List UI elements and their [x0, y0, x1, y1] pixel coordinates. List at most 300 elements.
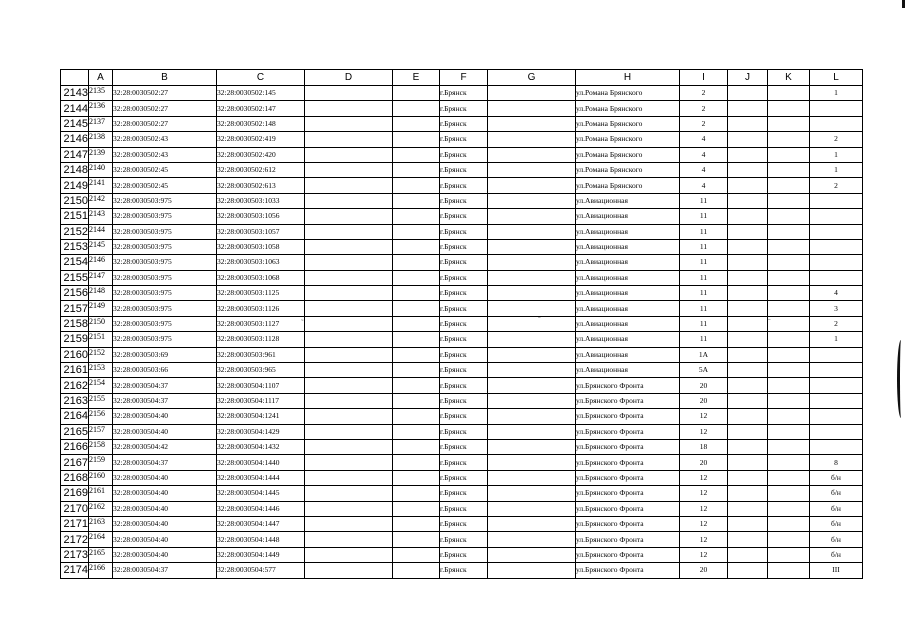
cell-g	[488, 393, 576, 408]
column-header-row	[61, 70, 863, 86]
cell-c: 32:28:0030504:1445	[217, 486, 305, 501]
cell-a: 2153	[89, 363, 113, 378]
cell-d	[305, 563, 393, 578]
table-row	[61, 455, 863, 470]
cell-j	[728, 224, 768, 239]
table-row	[61, 162, 863, 177]
column-header-j: J	[728, 70, 768, 86]
cell-k	[768, 162, 810, 177]
cell-j	[728, 255, 768, 270]
cell-j	[728, 301, 768, 316]
cell-g	[488, 209, 576, 224]
cell-h: ул.Романа Брянского	[576, 86, 680, 101]
cell-i: 11	[680, 286, 728, 301]
cell-a: 2164	[89, 532, 113, 547]
cell-k	[768, 563, 810, 578]
cell-e	[393, 255, 440, 270]
cell-k	[768, 239, 810, 254]
cell-b: 32:28:0030503:975	[113, 316, 217, 331]
cell-b: 32:28:0030503:975	[113, 270, 217, 285]
cell-g	[488, 363, 576, 378]
cell-d	[305, 501, 393, 516]
cell-f: г.Брянск	[440, 532, 488, 547]
row-number: 2169	[61, 486, 89, 501]
scan-mark: ˉ	[768, 317, 771, 326]
cell-b: 32:28:0030502:27	[113, 86, 217, 101]
cell-j	[728, 424, 768, 439]
cell-i: 11	[680, 193, 728, 208]
table-row	[61, 424, 863, 439]
cell-k	[768, 455, 810, 470]
cell-j	[728, 147, 768, 162]
cell-f: г.Брянск	[440, 101, 488, 116]
cell-c: 32:28:0030504:1448	[217, 532, 305, 547]
row-number: 2164	[61, 409, 89, 424]
cell-k	[768, 286, 810, 301]
cell-f: г.Брянск	[440, 424, 488, 439]
cell-b: 32:28:0030502:27	[113, 101, 217, 116]
cell-g	[488, 178, 576, 193]
cell-l	[810, 224, 863, 239]
cell-i: 11	[680, 209, 728, 224]
cell-h: ул.Брянского Фронта	[576, 393, 680, 408]
cell-i: 12	[680, 470, 728, 485]
table-row	[61, 363, 863, 378]
column-header-a: A	[89, 70, 113, 86]
cell-b: 32:28:0030504:40	[113, 547, 217, 562]
column-header-i: I	[680, 70, 728, 86]
cell-g	[488, 424, 576, 439]
cell-c: 32:28:0030504:577	[217, 563, 305, 578]
cell-j	[728, 455, 768, 470]
cell-k	[768, 147, 810, 162]
cell-c: 32:28:0030504:1440	[217, 455, 305, 470]
cell-h: ул.Брянского Фронта	[576, 424, 680, 439]
cell-e	[393, 424, 440, 439]
row-number: 2147	[61, 147, 89, 162]
cell-d	[305, 286, 393, 301]
cell-h: ул.Авиационная	[576, 347, 680, 362]
cell-d	[305, 347, 393, 362]
cell-l: 3	[810, 301, 863, 316]
cell-j	[728, 116, 768, 131]
cell-b: 32:28:0030503:975	[113, 224, 217, 239]
cell-b: 32:28:0030504:40	[113, 470, 217, 485]
cell-k	[768, 347, 810, 362]
cell-e	[393, 516, 440, 531]
cell-c: 32:28:0030504:1444	[217, 470, 305, 485]
cell-b: 32:28:0030504:37	[113, 378, 217, 393]
cell-c: 32:28:0030502:613	[217, 178, 305, 193]
cell-i: 12	[680, 516, 728, 531]
cell-k	[768, 378, 810, 393]
table-row	[61, 209, 863, 224]
cell-a: 2166	[89, 563, 113, 578]
cell-i: 4	[680, 162, 728, 177]
cell-d	[305, 424, 393, 439]
table-row	[61, 439, 863, 454]
cell-l	[810, 239, 863, 254]
cell-a: 2135	[89, 86, 113, 101]
cell-d	[305, 270, 393, 285]
cell-f: г.Брянск	[440, 378, 488, 393]
cell-j	[728, 332, 768, 347]
cell-a: 2161	[89, 486, 113, 501]
row-number: 2144	[61, 101, 89, 116]
cell-c: 32:28:0030504:1429	[217, 424, 305, 439]
cell-b: 32:28:0030503:975	[113, 209, 217, 224]
cell-g	[488, 255, 576, 270]
column-header-k: K	[768, 70, 810, 86]
cell-g	[488, 563, 576, 578]
cell-d	[305, 378, 393, 393]
cell-f: г.Брянск	[440, 547, 488, 562]
cell-h: ул.Авиационная	[576, 301, 680, 316]
cell-g	[488, 455, 576, 470]
table-row	[61, 286, 863, 301]
cell-d	[305, 178, 393, 193]
cell-b: 32:28:0030504:37	[113, 393, 217, 408]
cell-c: 32:28:0030502:419	[217, 132, 305, 147]
cell-a: 2137	[89, 116, 113, 131]
cell-h: ул.Брянского Фронта	[576, 547, 680, 562]
cell-l	[810, 363, 863, 378]
cell-d	[305, 116, 393, 131]
row-number: 2166	[61, 439, 89, 454]
cell-f: г.Брянск	[440, 116, 488, 131]
cell-d	[305, 147, 393, 162]
cell-d	[305, 239, 393, 254]
cell-g	[488, 409, 576, 424]
cell-b: 32:28:0030502:43	[113, 147, 217, 162]
cell-k	[768, 486, 810, 501]
cell-h: ул.Романа Брянского	[576, 101, 680, 116]
row-number: 2152	[61, 224, 89, 239]
cell-f: г.Брянск	[440, 209, 488, 224]
column-header-d: D	[305, 70, 393, 86]
cell-i: 2	[680, 116, 728, 131]
cell-b: 32:28:0030503:975	[113, 193, 217, 208]
cell-b: 32:28:0030502:27	[113, 116, 217, 131]
cell-k	[768, 439, 810, 454]
row-number: 2159	[61, 332, 89, 347]
cell-i: 4	[680, 132, 728, 147]
cell-f: г.Брянск	[440, 178, 488, 193]
cell-b: 32:28:0030503:975	[113, 239, 217, 254]
cell-c: 32:28:0030502:612	[217, 162, 305, 177]
cell-a: 2154	[89, 378, 113, 393]
cell-h: ул.Авиационная	[576, 224, 680, 239]
cell-h: ул.Брянского Фронта	[576, 439, 680, 454]
column-header-b: B	[113, 70, 217, 86]
cell-d	[305, 86, 393, 101]
cell-g	[488, 239, 576, 254]
cell-c: 32:28:0030502:148	[217, 116, 305, 131]
cell-g	[488, 439, 576, 454]
cell-i: 2	[680, 101, 728, 116]
table-row	[61, 532, 863, 547]
table-row	[61, 501, 863, 516]
cell-f: г.Брянск	[440, 501, 488, 516]
cell-e	[393, 193, 440, 208]
cell-e	[393, 455, 440, 470]
row-number: 2172	[61, 532, 89, 547]
cell-i: 12	[680, 486, 728, 501]
cell-l	[810, 424, 863, 439]
cell-e	[393, 101, 440, 116]
row-number: 2158	[61, 316, 89, 331]
cell-h: ул.Авиационная	[576, 286, 680, 301]
cell-f: г.Брянск	[440, 393, 488, 408]
cell-b: 32:28:0030503:975	[113, 332, 217, 347]
cell-d	[305, 301, 393, 316]
cell-h: ул.Авиационная	[576, 193, 680, 208]
page-edge-bracket	[897, 340, 905, 418]
cell-h: ул.Авиационная	[576, 270, 680, 285]
cell-h: ул.Романа Брянского	[576, 147, 680, 162]
cell-g	[488, 301, 576, 316]
cell-k	[768, 332, 810, 347]
row-number: 2162	[61, 378, 89, 393]
table-row	[61, 193, 863, 208]
cell-c: 32:28:0030503:965	[217, 363, 305, 378]
cell-i: 20	[680, 563, 728, 578]
cell-b: 32:28:0030504:40	[113, 516, 217, 531]
cell-l	[810, 378, 863, 393]
cell-a: 2160	[89, 470, 113, 485]
cell-d	[305, 393, 393, 408]
cell-h: ул.Брянского Фронта	[576, 378, 680, 393]
cell-c: 32:28:0030503:1068	[217, 270, 305, 285]
row-number: 2157	[61, 301, 89, 316]
table-row	[61, 486, 863, 501]
cell-l: 4	[810, 286, 863, 301]
cell-d	[305, 532, 393, 547]
cell-h: ул.Брянского Фронта	[576, 455, 680, 470]
cell-e	[393, 209, 440, 224]
cell-e	[393, 363, 440, 378]
cell-f: г.Брянск	[440, 439, 488, 454]
table-row	[61, 347, 863, 362]
cell-b: 32:28:0030504:40	[113, 501, 217, 516]
cell-l: 1	[810, 332, 863, 347]
cell-g	[488, 132, 576, 147]
cell-j	[728, 470, 768, 485]
cell-k	[768, 224, 810, 239]
cell-k	[768, 532, 810, 547]
table-row	[61, 178, 863, 193]
cell-d	[305, 132, 393, 147]
spreadsheet-table	[60, 69, 863, 579]
cell-l	[810, 439, 863, 454]
cell-c: 32:28:0030502:420	[217, 147, 305, 162]
row-number: 2146	[61, 132, 89, 147]
cell-e	[393, 378, 440, 393]
cell-k	[768, 363, 810, 378]
cell-l: III	[810, 563, 863, 578]
cell-a: 2162	[89, 501, 113, 516]
cell-g	[488, 101, 576, 116]
cell-d	[305, 547, 393, 562]
cell-a: 2163	[89, 516, 113, 531]
cell-e	[393, 547, 440, 562]
cell-l: б/н	[810, 547, 863, 562]
cell-l	[810, 193, 863, 208]
cell-d	[305, 516, 393, 531]
cell-d	[305, 255, 393, 270]
row-number: 2167	[61, 455, 89, 470]
cell-k	[768, 516, 810, 531]
table-row	[61, 378, 863, 393]
cell-f: г.Брянск	[440, 301, 488, 316]
cell-f: г.Брянск	[440, 270, 488, 285]
cell-d	[305, 332, 393, 347]
cell-h: ул.Брянского Фронта	[576, 409, 680, 424]
cell-l	[810, 409, 863, 424]
cell-b: 32:28:0030503:66	[113, 363, 217, 378]
cell-f: г.Брянск	[440, 332, 488, 347]
cell-j	[728, 132, 768, 147]
cell-c: 32:28:0030503:1058	[217, 239, 305, 254]
cell-k	[768, 424, 810, 439]
cell-i: 20	[680, 455, 728, 470]
cell-b: 32:28:0030504:40	[113, 409, 217, 424]
cell-f: г.Брянск	[440, 409, 488, 424]
cell-h: ул.Романа Брянского	[576, 178, 680, 193]
cell-e	[393, 132, 440, 147]
cell-i: 11	[680, 301, 728, 316]
corner-cell	[61, 70, 89, 86]
cell-g	[488, 224, 576, 239]
cell-l	[810, 116, 863, 131]
cell-d	[305, 193, 393, 208]
cell-l	[810, 393, 863, 408]
cell-d	[305, 409, 393, 424]
cell-f: г.Брянск	[440, 316, 488, 331]
cell-h: ул.Брянского Фронта	[576, 470, 680, 485]
table-row	[61, 563, 863, 578]
cell-d	[305, 363, 393, 378]
cell-b: 32:28:0030502:43	[113, 132, 217, 147]
cell-g	[488, 86, 576, 101]
cell-b: 32:28:0030504:40	[113, 486, 217, 501]
cell-f: г.Брянск	[440, 86, 488, 101]
table-row	[61, 86, 863, 101]
cell-a: 2139	[89, 147, 113, 162]
cell-b: 32:28:0030504:40	[113, 532, 217, 547]
cell-b: 32:28:0030502:45	[113, 162, 217, 177]
row-number: 2165	[61, 424, 89, 439]
scan-mark: ˜	[301, 318, 304, 327]
cell-e	[393, 239, 440, 254]
cell-c: 32:28:0030503:1056	[217, 209, 305, 224]
cell-c: 32:28:0030504:1446	[217, 501, 305, 516]
cell-g	[488, 316, 576, 331]
cell-g	[488, 270, 576, 285]
column-header-c: C	[217, 70, 305, 86]
cell-i: 18	[680, 439, 728, 454]
cell-h: ул.Брянского Фронта	[576, 563, 680, 578]
table-row	[61, 393, 863, 408]
cell-j	[728, 563, 768, 578]
cell-e	[393, 486, 440, 501]
cell-d	[305, 162, 393, 177]
cell-g	[488, 486, 576, 501]
cell-g	[488, 162, 576, 177]
cell-c: 32:28:0030503:1125	[217, 286, 305, 301]
column-header-f: F	[440, 70, 488, 86]
cell-h: ул.Романа Брянского	[576, 132, 680, 147]
cell-j	[728, 547, 768, 562]
table-row	[61, 116, 863, 131]
cell-g	[488, 193, 576, 208]
table-row	[61, 516, 863, 531]
cell-c: 32:28:0030504:1241	[217, 409, 305, 424]
cell-b: 32:28:0030504:37	[113, 563, 217, 578]
cell-i: 11	[680, 239, 728, 254]
cell-a: 2152	[89, 347, 113, 362]
cell-j	[728, 409, 768, 424]
table-row	[61, 239, 863, 254]
table-row	[61, 332, 863, 347]
cell-i: 11	[680, 332, 728, 347]
cell-b: 32:28:0030504:37	[113, 455, 217, 470]
cell-e	[393, 116, 440, 131]
row-number: 2149	[61, 178, 89, 193]
cell-d	[305, 486, 393, 501]
table-row	[61, 409, 863, 424]
cell-a: 2165	[89, 547, 113, 562]
cell-k	[768, 547, 810, 562]
cell-b: 32:28:0030503:975	[113, 286, 217, 301]
cell-g	[488, 532, 576, 547]
cell-c: 32:28:0030503:1063	[217, 255, 305, 270]
column-header-e: E	[393, 70, 440, 86]
cell-a: 2148	[89, 286, 113, 301]
cell-g	[488, 286, 576, 301]
cell-k	[768, 501, 810, 516]
table-row	[61, 224, 863, 239]
cell-c: 32:28:0030504:1449	[217, 547, 305, 562]
cell-d	[305, 209, 393, 224]
cell-e	[393, 178, 440, 193]
cell-k	[768, 178, 810, 193]
cell-f: г.Брянск	[440, 239, 488, 254]
cell-c: 32:28:0030503:1057	[217, 224, 305, 239]
table-row	[61, 255, 863, 270]
row-number: 2173	[61, 547, 89, 562]
table-row	[61, 147, 863, 162]
cell-j	[728, 363, 768, 378]
row-number: 2174	[61, 563, 89, 578]
cell-i: 5А	[680, 363, 728, 378]
cell-c: 32:28:0030503:1128	[217, 332, 305, 347]
cell-b: 32:28:0030503:69	[113, 347, 217, 362]
cell-j	[728, 486, 768, 501]
row-number: 2150	[61, 193, 89, 208]
cell-i: 12	[680, 501, 728, 516]
cell-j	[728, 501, 768, 516]
cell-g	[488, 332, 576, 347]
cell-i: 11	[680, 270, 728, 285]
cell-e	[393, 393, 440, 408]
cell-f: г.Брянск	[440, 147, 488, 162]
row-number: 2170	[61, 501, 89, 516]
cell-f: г.Брянск	[440, 470, 488, 485]
table-row	[61, 132, 863, 147]
cell-c: 32:28:0030502:145	[217, 86, 305, 101]
cell-f: г.Брянск	[440, 286, 488, 301]
